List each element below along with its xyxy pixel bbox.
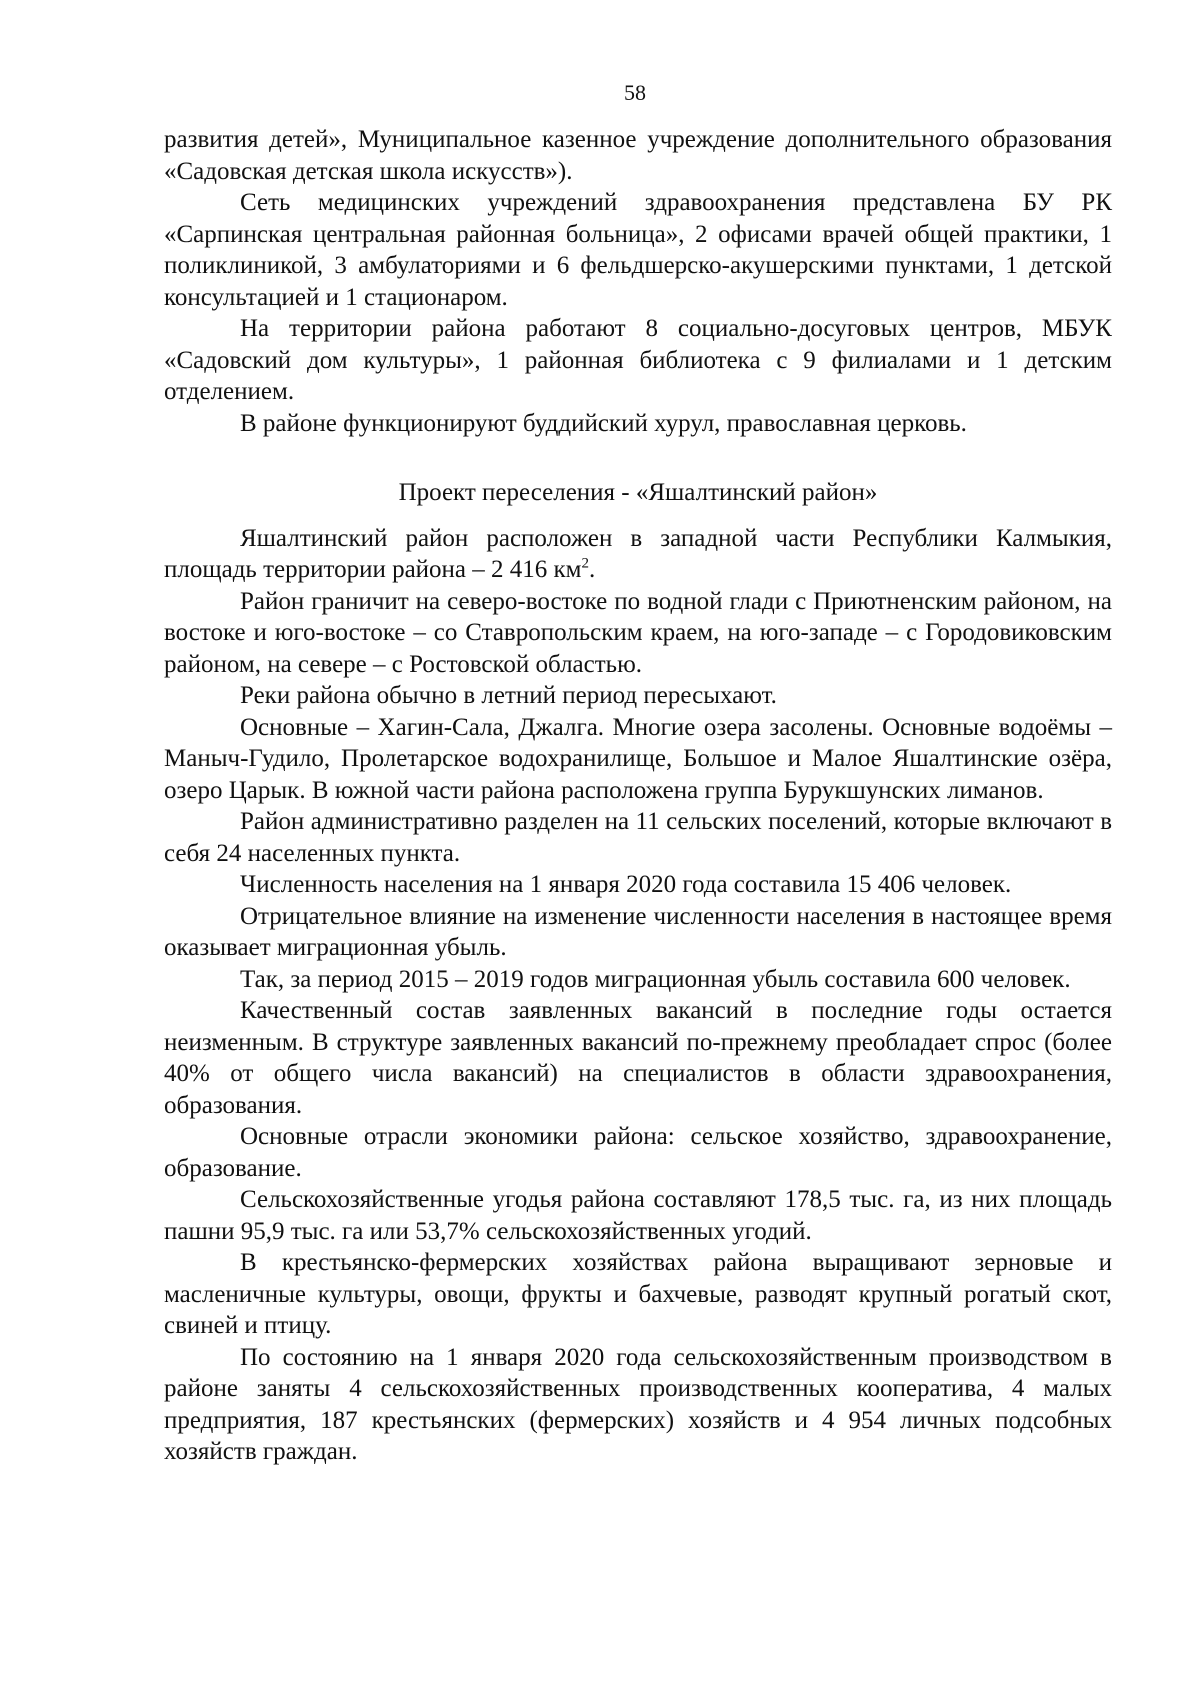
paragraph: Так, за период 2015 – 2019 годов миграционная убыль составила 600 человек. <box>240 965 1071 993</box>
paragraph: Основные отрасли экономики района: сельское хозяйство, здравоохранение, образование. <box>164 1123 1112 1182</box>
paragraph: На территории района работают 8 социально-досуговых центров, МБУК «Садовский дом культуры», 1 районная библиотека с 9 филиалами и 1 детским отделением. <box>164 315 1112 405</box>
area-text: Яшалтинский район расположен в западной части Республики Калмыкия, площадь территории района – 2 416 км <box>164 524 1112 583</box>
paragraph: Реки района обычно в летний период пересыхают. <box>240 682 777 709</box>
paragraph: В районе функционируют буддийский хурул, православная церковь. <box>240 409 967 437</box>
section-gap <box>164 439 1112 477</box>
paragraph: Район административно разделен на 11 сельских поселений, которые включают в себя 24 населенных пункта. <box>164 808 1112 867</box>
paragraph: Численность населения на 1 января 2020 года составила 15 406 человек. <box>240 871 1012 898</box>
paragraph: Отрицательное влияние на изменение численности населения в настоящее время оказывает миграционная убыль. <box>164 902 1112 961</box>
paragraph: Качественный состав заявленных вакансий в последние годы остается неизменным. В структуре заявленных вакансий по-прежнему преобладает спрос (более 40% от общего числа вакансий) на специалистов в области здравоохранения, образования. <box>164 997 1112 1119</box>
paragraph: Сеть медицинских учреждений здравоохранения представлена БУ РК «Сарпинская центральная районная больница», 2 офисами врачей общей практики, 1 поликлиникой, 3 амбулаториями и 6 фельдшерско-акушерскими пунктами, 1 детской консультацией и 1 стационаром. <box>164 189 1112 311</box>
page-number: 58 <box>624 80 646 105</box>
paragraph: развития детей», Муниципальное казенное учреждение дополнительного образования «Садовская детская школа искусств»). <box>164 126 1112 185</box>
paragraph: Район граничит на северо-востоке по водной глади с Приютненским районом, на востоке и юго-востоке – со Ставропольским краем, на юго-западе – с Городовиковским районом, на севере – с Ростовской областью. <box>164 587 1112 678</box>
document-body <box>164 124 1112 1468</box>
area-end: . <box>589 556 596 583</box>
paragraph: По состоянию на 1 января 2020 года сельскохозяйственным производством в районе заняты 4 сельскохозяйственных производственных кооператива, 4 малых предприятия, 187 крестьянских (фермерских) хозяйств и 4 954 личных подсобных хозяйств граждан. <box>164 1343 1112 1465</box>
paragraph-area <box>164 523 1112 586</box>
paragraph: Основные – Хагин-Сала, Джалга. Многие озера засолены. Основные водоёмы – Маныч-Гудило, Пролетарское водохранилище, Большое и Малое Яшалтинские озёра, озеро Царык. В южной части района расположена группа Бурукшунских лиманов. <box>164 713 1112 804</box>
section-title: Проект переселения - «Яшалтинский район» <box>398 479 878 506</box>
paragraph: В крестьянско-фермерских хозяйствах района выращивают зерновые и масленичные культуры, овощи, фрукты и бахчевые, разводят крупный рогатый скот, свиней и птицу. <box>164 1249 1112 1339</box>
paragraph: Сельскохозяйственные угодья района составляют 178,5 тыс. га, из них площадь пашни 95,9 тыс. га или 53,7% сельскохозяйственных угодий. <box>164 1186 1112 1245</box>
title-gap <box>164 509 1112 523</box>
area-superscript: 2 <box>581 555 589 572</box>
